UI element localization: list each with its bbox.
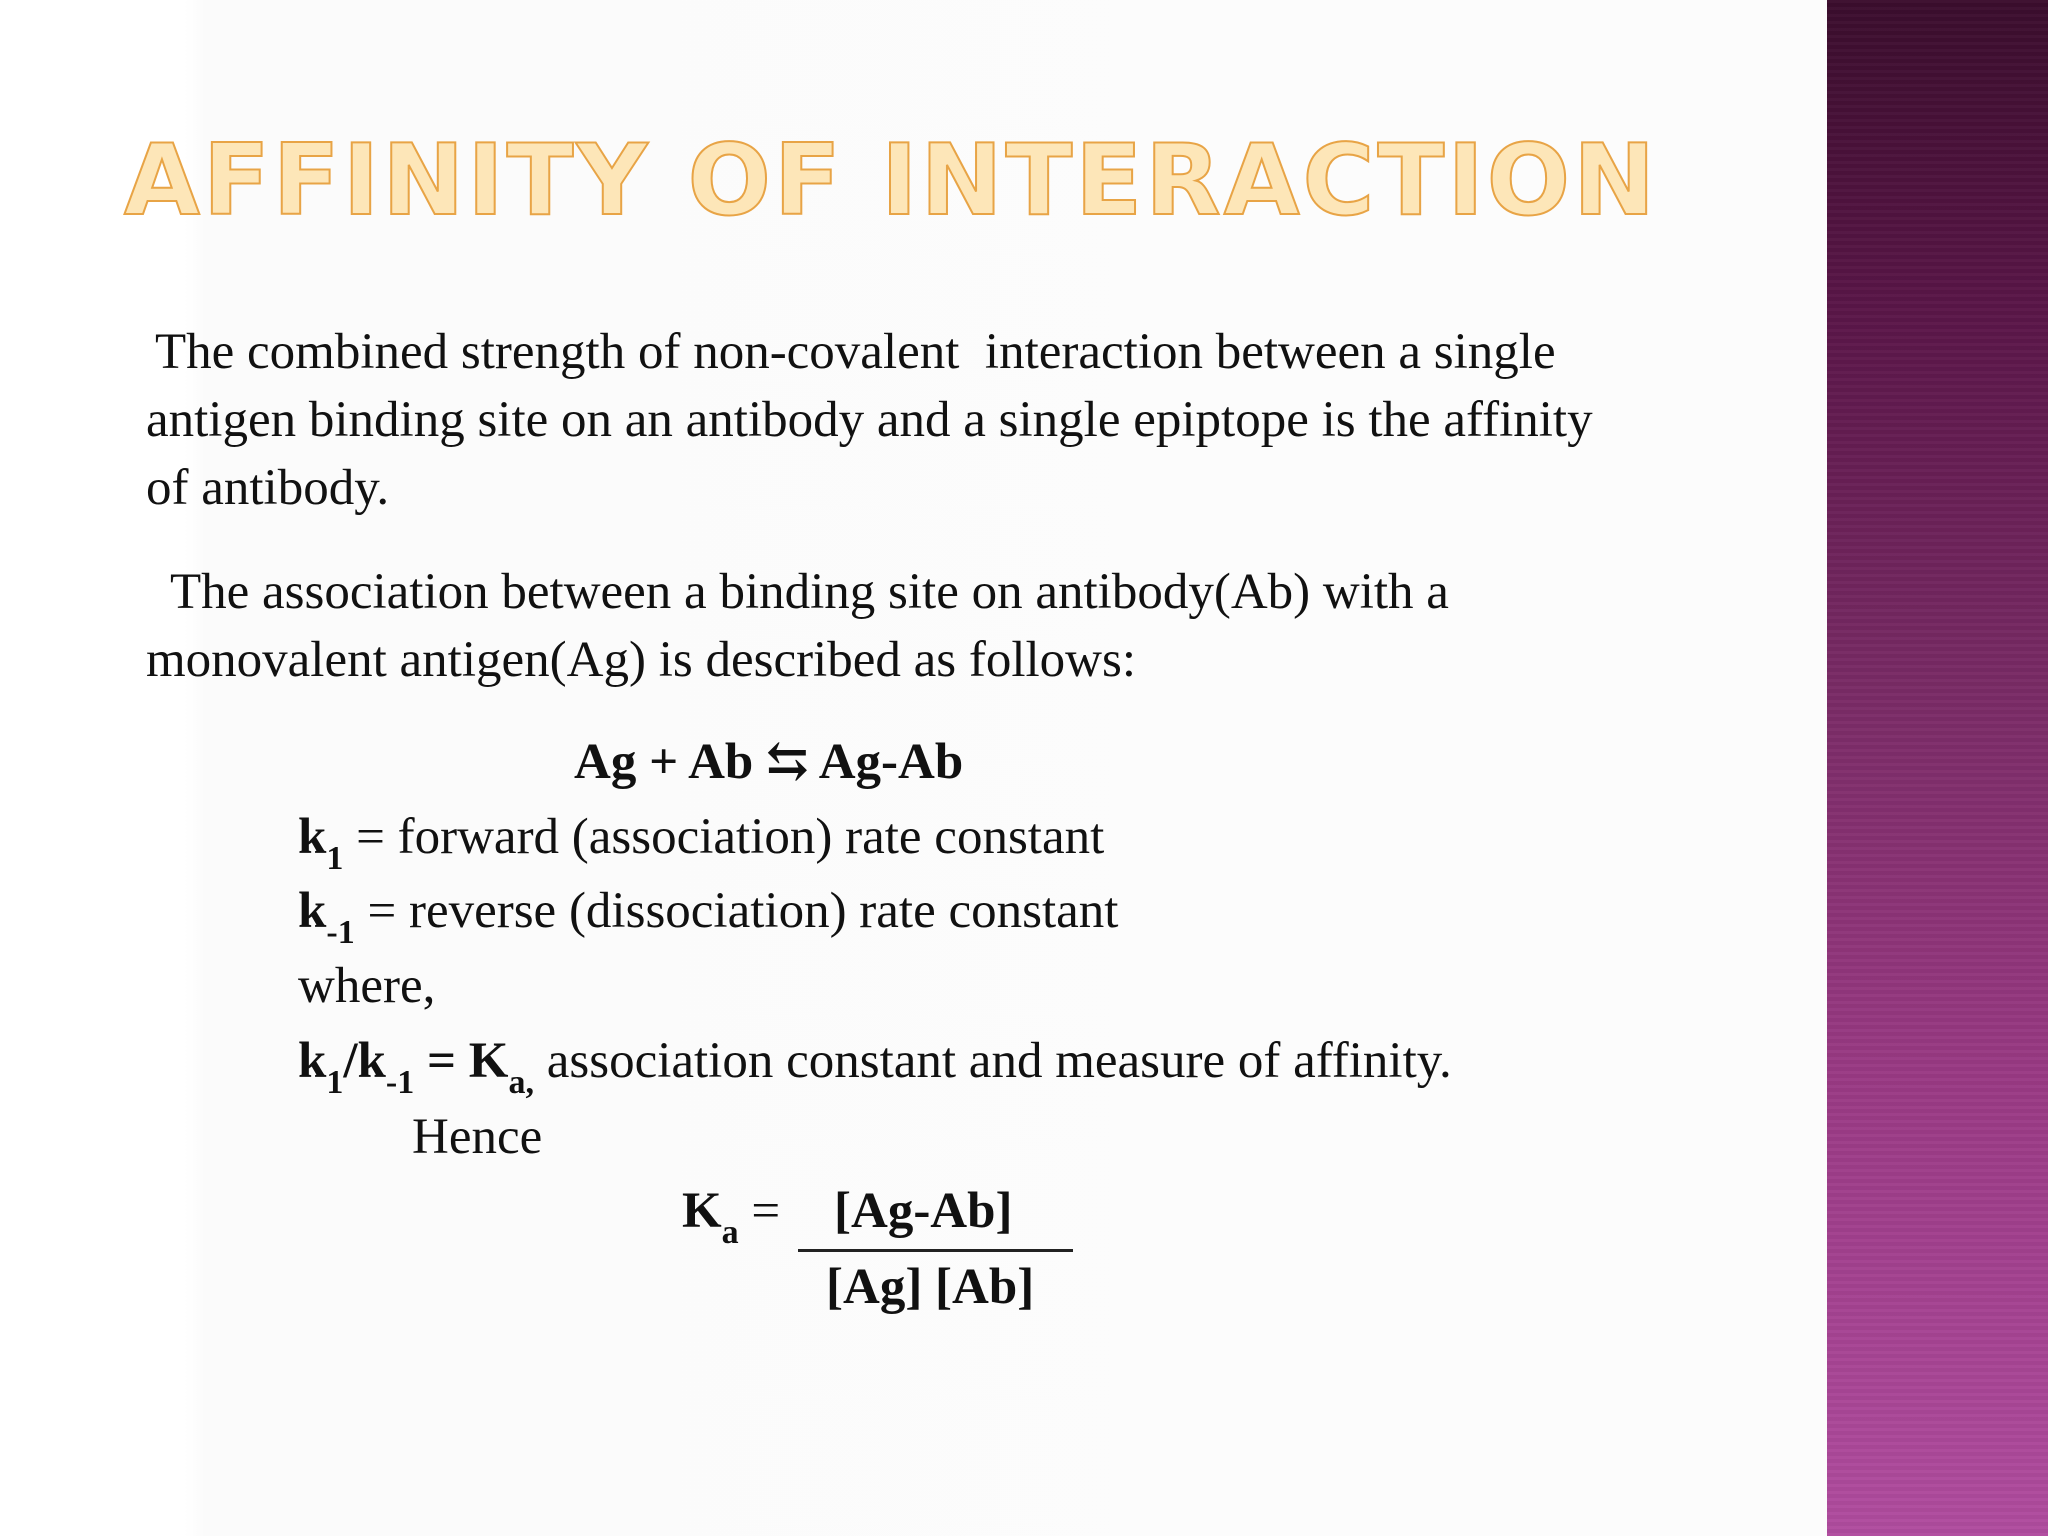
reaction-equation: Ag + Ab ⇆ Ag-Ab [574,734,964,790]
formula-a-subscript: a [721,1214,739,1251]
km1-description: = reverse (dissociation) rate constant [354,883,1119,939]
k1-subscript: 1 [326,840,344,877]
formula-equals: = [738,1183,781,1239]
formula-k-symbol: K [682,1183,722,1239]
ka-a-subscript: a, [508,1064,534,1101]
ka-k1-subscript: 1 [326,1064,344,1101]
km1-subscript: -1 [326,914,355,951]
ka-description: association constant and measure of affinity. [533,1033,1452,1089]
formula-denominator: [Ag] [Ab] [826,1259,1035,1315]
ka-km1-subscript: -1 [385,1064,415,1101]
paragraph-affinity-definition [146,318,1786,522]
km1-symbol: k [298,883,327,939]
association-constant-line [298,1033,1452,1101]
paragraph2-line1: The association between a binding site on antibody(Ab) with a [170,564,1449,620]
where-text: where, [298,958,436,1014]
paragraph1-line1: The combined strength of non-covalent interaction between a single [155,324,1556,380]
forward-rate-definition [298,809,1105,877]
formula-numerator: [Ag-Ab] [834,1183,1013,1239]
ka-k1-symbol: k [298,1033,327,1089]
hence-text: Hence [412,1109,543,1165]
decorative-side-band [1827,0,2048,1536]
paragraph1-line3: of antibody. [146,460,390,516]
paragraph-association [146,558,1786,694]
formula-lhs [682,1183,781,1251]
fraction-bar [798,1249,1073,1252]
slide-title: AFFINITY OF INTERACTION [124,124,1659,238]
k1-symbol: k [298,809,327,865]
paragraph1-line2: antigen binding site on an antibody and a single epiptope is the affinity [146,392,1593,448]
k1-description: = forward (association) rate constant [343,809,1105,865]
reverse-rate-definition [298,883,1119,951]
ka-equals-k: = K [414,1033,509,1089]
ka-slash-k: /k [343,1033,386,1089]
paragraph2-line2: monovalent antigen(Ag) is described as follows: [146,632,1137,688]
